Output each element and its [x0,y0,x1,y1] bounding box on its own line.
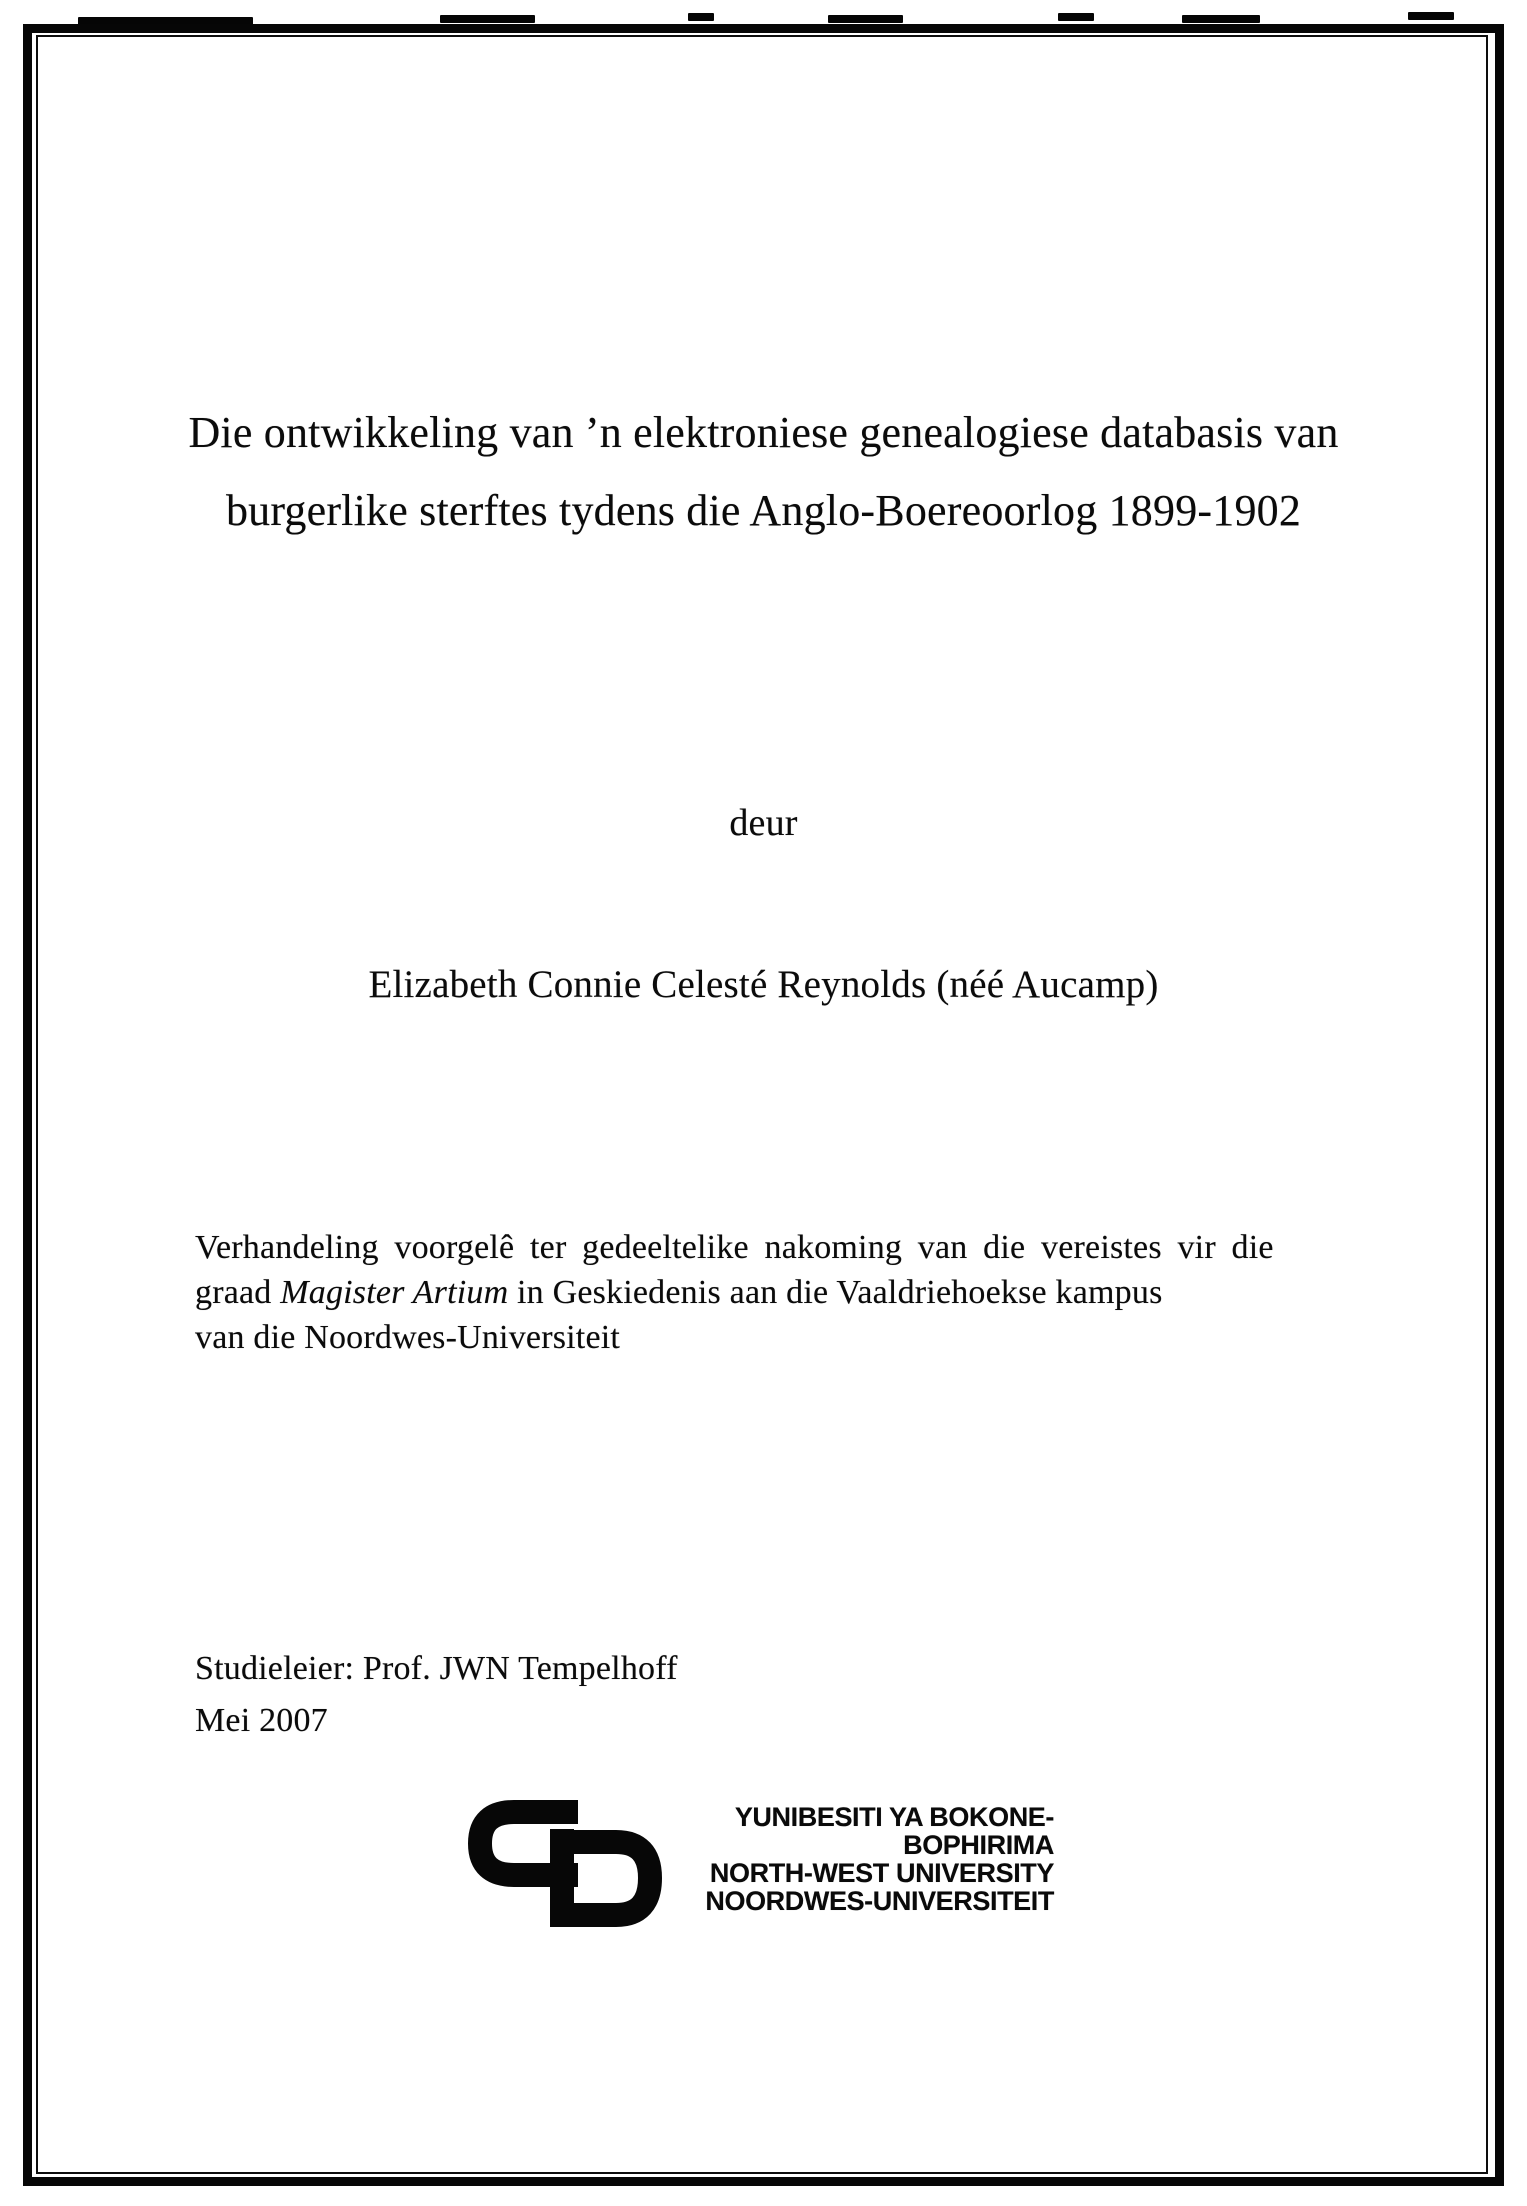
date-line: Mei 2007 [195,1702,328,1739]
author-name: Elizabeth Connie Celesté Reynolds (néé Aucamp) [368,963,1159,1006]
logo-name-english: NORTH-WEST UNIVERSITY [709,1858,1054,1888]
scan-artifact [1182,15,1260,23]
thesis-description [195,1225,1355,1360]
university-logo-text [588,1803,1054,1915]
scan-artifact [1408,12,1454,20]
thesis-title [0,394,1527,550]
description-line-2-pre: graad [195,1274,281,1311]
scan-artifact [1058,13,1094,21]
degree-name-italic: Magister Artium [280,1274,509,1311]
title-line-1: Die ontwikkeling van ’n elektroniese genealogiese databasis van [188,408,1339,457]
scan-artifact [688,13,714,21]
scan-artifact [440,15,535,23]
logo-name-afrikaans: NOORDWES-UNIVERSITEIT [705,1886,1054,1916]
description-line-2 [195,1270,1355,1315]
title-line-2: burgerlike sterftes tydens die Anglo-Boereoorlog 1899-1902 [225,486,1302,535]
supervisor-block [195,1643,1095,1747]
scan-artifact [828,15,903,23]
description-line-2-post: in Geskiedenis aan die Vaaldriehoekse kampus [508,1274,1163,1311]
supervisor-line: Studieleier: Prof. JWN Tempelhoff [195,1650,678,1687]
logo-name-setswana: YUNIBESITI YA BOKONE-BOPHIRIMA [734,1802,1054,1860]
byline-deur: deur [729,802,798,844]
description-line-3: van die Noordwes-Universiteit [195,1319,621,1356]
description-line-1: Verhandeling voorgelê ter gedeeltelike nakoming van die vereistes vir die [195,1229,1274,1266]
